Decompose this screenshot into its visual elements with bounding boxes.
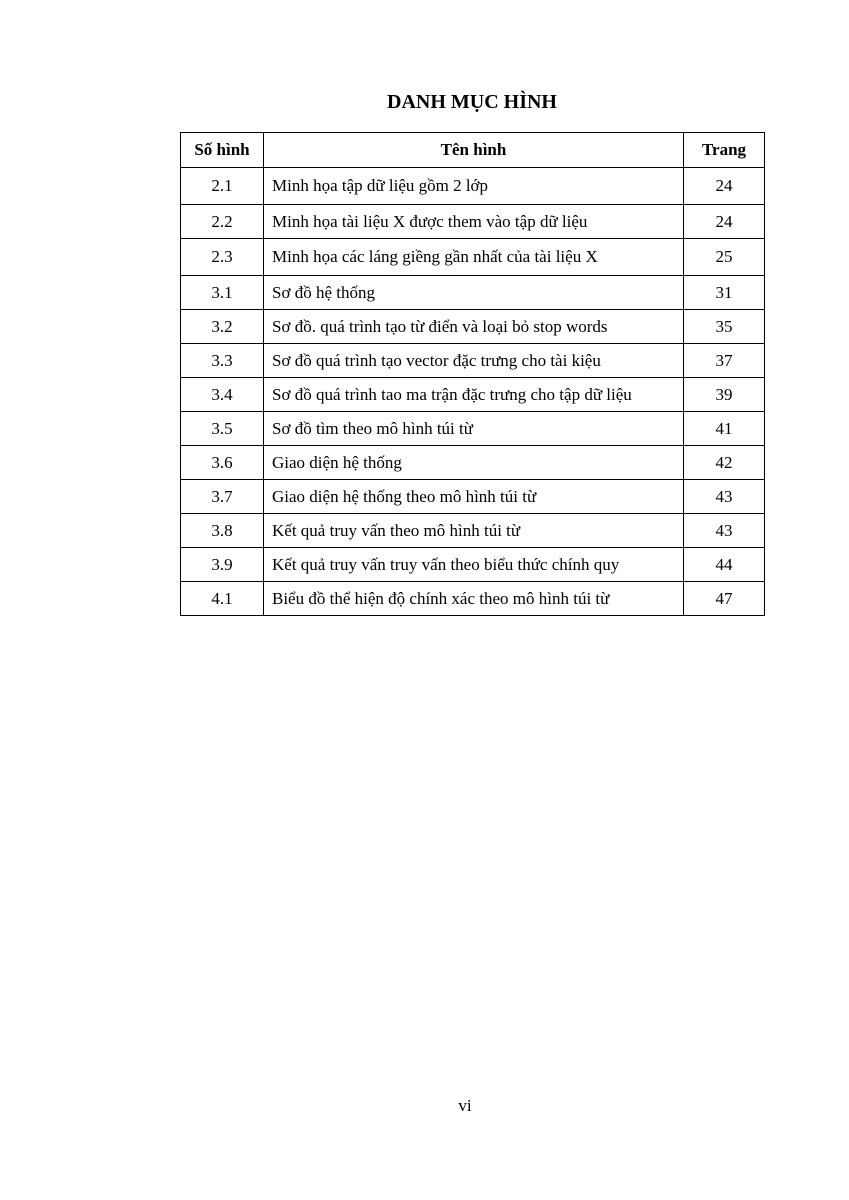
figure-page: 42 [684,446,765,480]
figure-number: 2.3 [181,239,264,276]
figure-number: 3.6 [181,446,264,480]
figure-name: Sơ đồ hệ thống [264,276,684,310]
figure-name: Sơ đồ quá trình tao ma trận đặc trưng cho tập dữ liệu [264,378,684,412]
header-figure-name: Tên hình [264,133,684,168]
figure-page: 44 [684,548,765,582]
figure-number: 2.2 [181,205,264,239]
figure-page: 43 [684,480,765,514]
table-row [181,205,765,239]
figure-name: Giao diện hệ thống [264,446,684,480]
table-row [181,276,765,310]
table-row [181,548,765,582]
figure-name: Minh họa tài liệu X được them vào tập dữ liệu [264,205,684,239]
figure-page: 35 [684,310,765,344]
figure-name: Minh họa các láng giềng gần nhất của tài liệu X [264,239,684,276]
figure-page: 43 [684,514,765,548]
figure-page: 39 [684,378,765,412]
figure-name: Minh họa tập dữ liệu gồm 2 lớp [264,168,684,205]
table-row [181,168,765,205]
table-row [181,514,765,548]
figure-name: Kết quả truy vấn theo mô hình túi từ [264,514,684,548]
figure-name: Biểu đồ thể hiện độ chính xác theo mô hình túi từ [264,582,684,616]
figure-number: 3.1 [181,276,264,310]
figure-number: 3.2 [181,310,264,344]
figure-number: 3.8 [181,514,264,548]
figure-page: 24 [684,205,765,239]
figure-number: 3.5 [181,412,264,446]
figure-name: Sơ đồ tìm theo mô hình túi từ [264,412,684,446]
figure-list-table [180,132,765,616]
table-row [181,239,765,276]
table-row [181,412,765,446]
figure-page: 41 [684,412,765,446]
figure-page: 25 [684,239,765,276]
figure-page: 47 [684,582,765,616]
figure-number: 3.7 [181,480,264,514]
table-row [181,480,765,514]
table-row [181,344,765,378]
figure-number: 2.1 [181,168,264,205]
table-row [181,310,765,344]
table-row [181,378,765,412]
figure-name: Sơ đồ. quá trình tạo từ điển và loại bỏ stop words [264,310,684,344]
figure-page: 37 [684,344,765,378]
figure-name: Kết quả truy vấn truy vấn theo biểu thức chính quy [264,548,684,582]
figure-page: 31 [684,276,765,310]
figure-number: 4.1 [181,582,264,616]
figure-name: Sơ đồ quá trình tạo vector đặc trưng cho tài kiệu [264,344,684,378]
figure-number: 3.3 [181,344,264,378]
figure-number: 3.4 [181,378,264,412]
table-header-row [181,133,765,168]
table-row [181,582,765,616]
page-title: DANH MỤC HÌNH [387,91,557,113]
table-row [181,446,765,480]
header-page: Trang [684,133,765,168]
figure-page: 24 [684,168,765,205]
page-number: vi [458,1096,472,1115]
figure-name: Giao diện hệ thống theo mô hình túi từ [264,480,684,514]
header-figure-number: Số hình [181,133,264,168]
figure-number: 3.9 [181,548,264,582]
